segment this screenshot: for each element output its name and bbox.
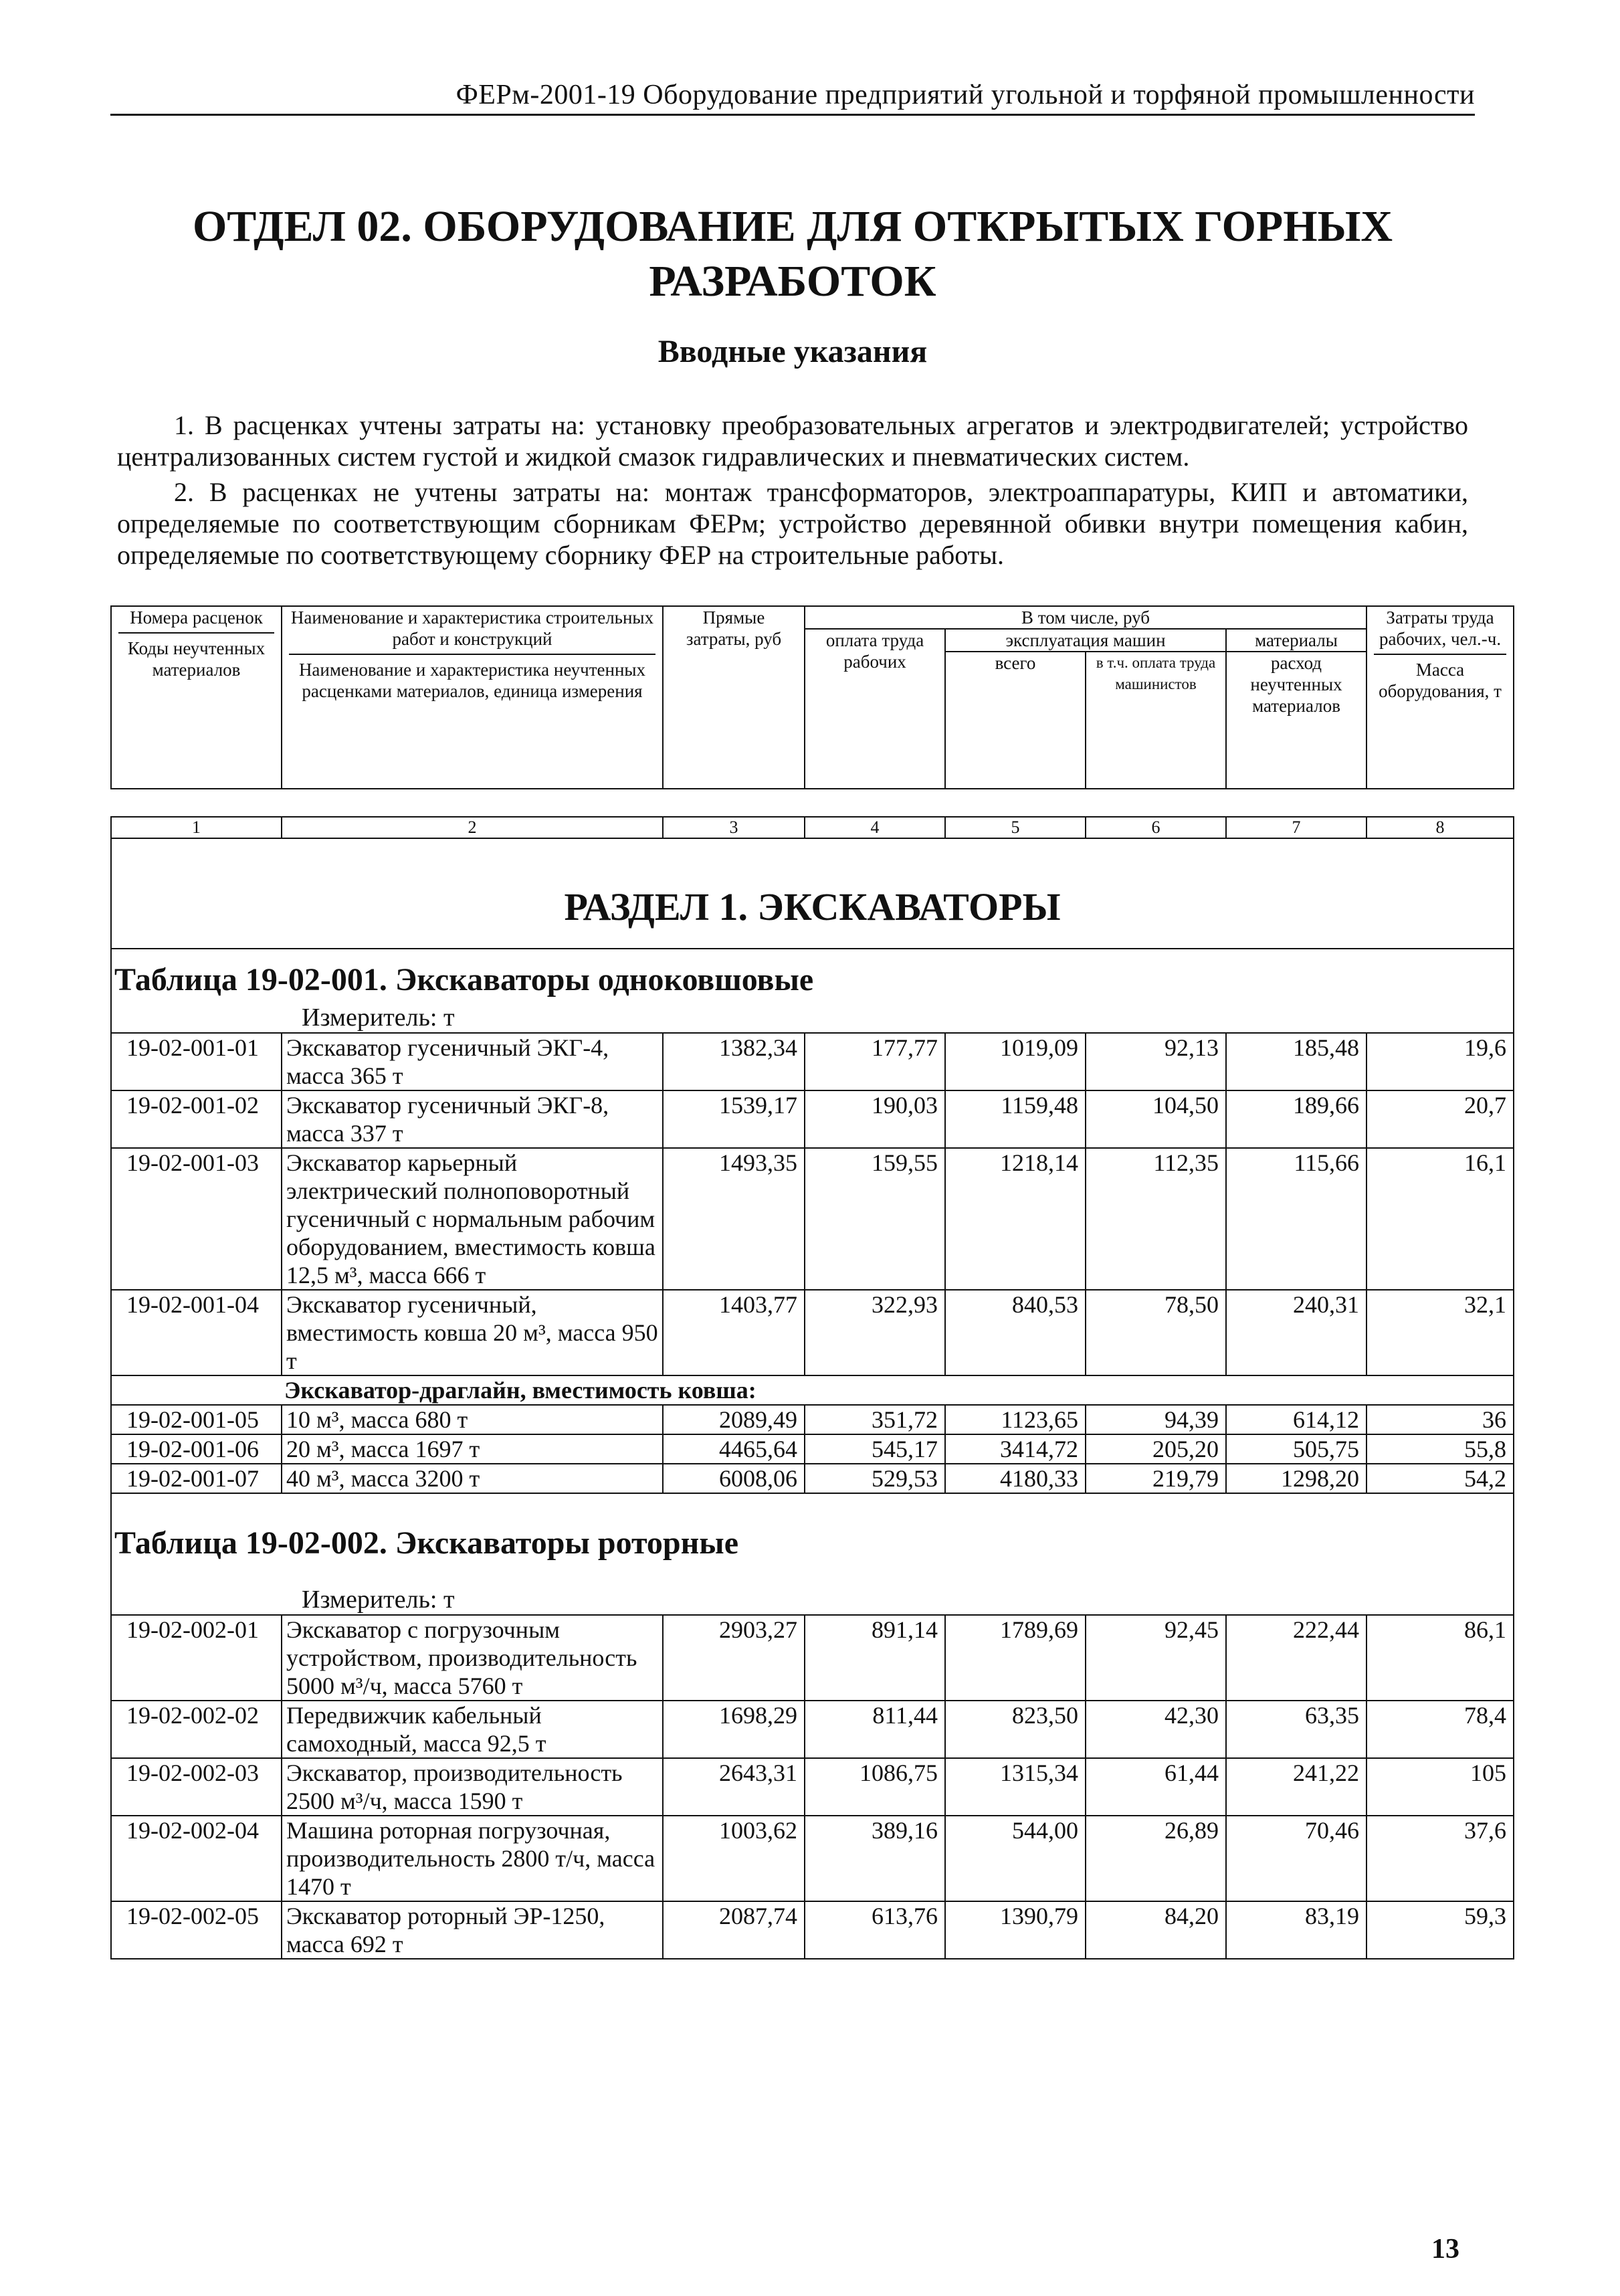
cell-name: Экскаватор, производительность 2500 м³/ч, масса 1590 т [282, 1758, 663, 1816]
cell-materials: 614,12 [1226, 1405, 1366, 1434]
cell-materials: 70,46 [1226, 1816, 1366, 1901]
cell-machinist: 84,20 [1086, 1901, 1226, 1959]
header-direct: Прямые затраты, руб [663, 606, 805, 789]
table-row [111, 1816, 1514, 1901]
cell-labor: 20,7 [1366, 1090, 1514, 1148]
cell-labor: 55,8 [1366, 1434, 1514, 1464]
cell-machines: 1218,14 [945, 1148, 1086, 1290]
col-number-4: 4 [805, 817, 945, 838]
rates-table [110, 605, 1514, 1959]
cell-direct: 6008,06 [663, 1464, 805, 1493]
cell-materials: 505,75 [1226, 1434, 1366, 1464]
table-row [111, 1090, 1514, 1148]
cell-name: Передвижчик кабельный самоходный, масса 92,5 т [282, 1701, 663, 1758]
header-materials-cost: расход неучтенных материалов [1226, 652, 1366, 789]
col-number-3: 3 [663, 817, 805, 838]
page-number: 13 [1431, 2234, 1459, 2265]
table1-caption-row [111, 949, 1514, 1003]
table2-unit-pad [111, 1585, 282, 1615]
cell-labor: 36 [1366, 1405, 1514, 1434]
cell-machinist: 78,50 [1086, 1290, 1226, 1375]
cell-direct: 2903,27 [663, 1615, 805, 1701]
col-number-6: 6 [1086, 817, 1226, 838]
cell-machinist: 104,50 [1086, 1090, 1226, 1148]
cell-machinist: 61,44 [1086, 1758, 1226, 1816]
table1-unit-pad [111, 1003, 282, 1033]
cell-materials: 115,66 [1226, 1148, 1366, 1290]
cell-labor: 54,2 [1366, 1464, 1514, 1493]
cell-machinist: 112,35 [1086, 1148, 1226, 1290]
col-number-5: 5 [945, 817, 1086, 838]
dragline-pad [111, 1375, 282, 1405]
header-materials: материалы [1226, 629, 1366, 652]
table1-unit-row [111, 1003, 1514, 1033]
cell-machines: 1159,48 [945, 1090, 1086, 1148]
cell-name: Экскаватор гусеничный ЭКГ-4, масса 365 т [282, 1033, 663, 1090]
section-title-line1: ОТДЕЛ 02. ОБОРУДОВАНИЕ ДЛЯ ОТКРЫТЫХ ГОРНЫХ [192, 202, 1393, 251]
cell-machines: 544,00 [945, 1816, 1086, 1901]
cell-code: 19-02-002-02 [111, 1701, 282, 1758]
cell-name: 10 м³, масса 680 т [282, 1405, 663, 1434]
cell-labor: 86,1 [1366, 1615, 1514, 1701]
cell-direct: 4465,64 [663, 1434, 805, 1464]
cell-name: 20 м³, масса 1697 т [282, 1434, 663, 1464]
table-row [111, 1901, 1514, 1959]
cell-wages: 529,53 [805, 1464, 945, 1493]
cell-direct: 1382,34 [663, 1033, 805, 1090]
cell-machinist: 205,20 [1086, 1434, 1226, 1464]
cell-machinist: 26,89 [1086, 1816, 1226, 1901]
cell-materials: 63,35 [1226, 1701, 1366, 1758]
header-row-1 [111, 606, 1514, 629]
cell-direct: 1698,29 [663, 1701, 805, 1758]
header-machines-total: всего [945, 652, 1086, 789]
cell-labor: 59,3 [1366, 1901, 1514, 1959]
cell-name: Экскаватор карьерный электрический полноповоротный гусеничный с нормальным рабочим оборудованием, вместимость ковша 12,5 м³, масса 666 т [282, 1148, 663, 1290]
table-row [111, 1615, 1514, 1701]
cell-wages: 811,44 [805, 1701, 945, 1758]
table-row [111, 1758, 1514, 1816]
table-row [111, 1405, 1514, 1434]
cell-machinist: 219,79 [1086, 1464, 1226, 1493]
cell-code: 19-02-001-07 [111, 1464, 282, 1493]
column-number-row [111, 817, 1514, 838]
table2-unit-row [111, 1585, 1514, 1615]
cell-direct: 2643,31 [663, 1758, 805, 1816]
cell-name: Экскаватор гусеничный ЭКГ-8, масса 337 т [282, 1090, 663, 1148]
note-2: 2. В расценках не учтены затраты на: монтаж трансформаторов, электроаппаратуры, КИП и автоматики, определяемые по соответствующим сборникам ФЕРм; устройство деревянной обивки внутри помещения кабин, определяемые по соответствующему сборнику ФЕР на строительные работы. [117, 477, 1468, 570]
table2-unit: Измеритель: т [282, 1585, 1514, 1615]
cell-wages: 891,14 [805, 1615, 945, 1701]
col-number-7: 7 [1226, 817, 1366, 838]
table1-caption: Таблица 19-02-001. Экскаваторы одноковшовые [111, 949, 1514, 1003]
cell-labor: 105 [1366, 1758, 1514, 1816]
table-row [111, 1290, 1514, 1375]
header-name [282, 606, 663, 789]
cell-materials: 185,48 [1226, 1033, 1366, 1090]
table-row [111, 1464, 1514, 1493]
cell-wages: 322,93 [805, 1290, 945, 1375]
cell-machinist: 92,13 [1086, 1033, 1226, 1090]
header-labor-bottom: Масса оборудования, т [1379, 660, 1502, 701]
cell-wages: 190,03 [805, 1090, 945, 1148]
cell-machines: 4180,33 [945, 1464, 1086, 1493]
header-machinist-wages: в т.ч. оплата труда машинистов [1086, 652, 1226, 789]
cell-machines: 1019,09 [945, 1033, 1086, 1090]
intro-heading: Вводные указания [657, 334, 928, 369]
cell-labor: 78,4 [1366, 1701, 1514, 1758]
col-number-1: 1 [111, 817, 282, 838]
cell-machinist: 92,45 [1086, 1615, 1226, 1701]
cell-materials: 189,66 [1226, 1090, 1366, 1148]
note-1: 1. В расценках учтены затраты на: установку преобразовательных агрегатов и электродвигателей; устройство централизованных систем густой и жидкой смазок гидравлических и пневматических систем. [117, 410, 1468, 472]
cell-code: 19-02-002-01 [111, 1615, 282, 1701]
cell-wages: 389,16 [805, 1816, 945, 1901]
col-number-8: 8 [1366, 817, 1514, 838]
table-row [111, 1148, 1514, 1290]
header-rule [110, 114, 1475, 116]
header-name-top: Наименование и характеристика строительных работ и конструкций [289, 607, 655, 655]
cell-code: 19-02-001-06 [111, 1434, 282, 1464]
header-wages: оплата труда рабочих [805, 629, 945, 789]
cell-code: 19-02-001-03 [111, 1148, 282, 1290]
cell-name: 40 м³, масса 3200 т [282, 1464, 663, 1493]
cell-wages: 351,72 [805, 1405, 945, 1434]
table-row [111, 1434, 1514, 1464]
cell-wages: 613,76 [805, 1901, 945, 1959]
cell-materials: 1298,20 [1226, 1464, 1366, 1493]
cell-code: 19-02-001-04 [111, 1290, 282, 1375]
cell-code: 19-02-001-01 [111, 1033, 282, 1090]
cell-code: 19-02-002-04 [111, 1816, 282, 1901]
running-header: ФЕРм-2001-19 Оборудование предприятий угольной и торфяной промышленности [455, 80, 1475, 110]
header-code-top: Номера расценок [118, 607, 274, 634]
table-row [111, 1701, 1514, 1758]
table2-body [111, 1615, 1514, 1959]
cell-name: Экскаватор с погрузочным устройством, производительность 5000 м³/ч, масса 5760 т [282, 1615, 663, 1701]
header-including: В том числе, руб [805, 606, 1366, 629]
col-number-2: 2 [282, 817, 663, 838]
cell-labor: 16,1 [1366, 1148, 1514, 1290]
header-code [111, 606, 282, 789]
dragline-group-row [111, 1375, 1514, 1405]
section-row [111, 838, 1514, 949]
cell-direct: 2089,49 [663, 1405, 805, 1434]
section-title-line2: РАЗРАБОТОК [649, 257, 936, 306]
cell-machines: 1390,79 [945, 1901, 1086, 1959]
cell-name: Экскаватор роторный ЭР-1250, масса 692 т [282, 1901, 663, 1959]
table1-group-body [111, 1405, 1514, 1493]
cell-name: Экскаватор гусеничный, вместимость ковша 20 м³, масса 950 т [282, 1290, 663, 1375]
cell-machines: 840,53 [945, 1290, 1086, 1375]
header-labor-top: Затраты труда рабочих, чел.-ч. [1374, 607, 1506, 655]
cell-wages: 159,55 [805, 1148, 945, 1290]
cell-machines: 1315,34 [945, 1758, 1086, 1816]
cell-machines: 3414,72 [945, 1434, 1086, 1464]
cell-machines: 1789,69 [945, 1615, 1086, 1701]
cell-labor: 37,6 [1366, 1816, 1514, 1901]
cell-wages: 545,17 [805, 1434, 945, 1464]
rates-table-wrapper [110, 605, 1513, 1959]
cell-direct: 1003,62 [663, 1816, 805, 1901]
table-row [111, 1033, 1514, 1090]
cell-code: 19-02-002-03 [111, 1758, 282, 1816]
cell-materials: 240,31 [1226, 1290, 1366, 1375]
header-gap [111, 789, 1514, 817]
cell-machinist: 42,30 [1086, 1701, 1226, 1758]
cell-wages: 1086,75 [805, 1758, 945, 1816]
cell-machines: 823,50 [945, 1701, 1086, 1758]
table2-caption-row [111, 1493, 1514, 1585]
cell-materials: 83,19 [1226, 1901, 1366, 1959]
cell-name: Машина роторная погрузочная, производительность 2800 т/ч, масса 1470 т [282, 1816, 663, 1901]
cell-direct: 2087,74 [663, 1901, 805, 1959]
header-name-bottom: Наименование и характеристика неучтенных расценками материалов, единица измерения [298, 660, 646, 701]
cell-direct: 1493,35 [663, 1148, 805, 1290]
cell-code: 19-02-001-05 [111, 1405, 282, 1434]
cell-code: 19-02-001-02 [111, 1090, 282, 1148]
cell-direct: 1403,77 [663, 1290, 805, 1375]
cell-direct: 1539,17 [663, 1090, 805, 1148]
cell-wages: 177,77 [805, 1033, 945, 1090]
table1-body [111, 1033, 1514, 1375]
cell-labor: 32,1 [1366, 1290, 1514, 1375]
header-labor [1366, 606, 1514, 789]
table1-unit: Измеритель: т [282, 1003, 1514, 1033]
header-code-bottom: Коды неучтенных материалов [127, 638, 266, 680]
section-heading: РАЗДЕЛ 1. ЭКСКАВАТОРЫ [111, 838, 1514, 949]
cell-materials: 222,44 [1226, 1615, 1366, 1701]
cell-code: 19-02-002-05 [111, 1901, 282, 1959]
cell-machinist: 94,39 [1086, 1405, 1226, 1434]
cell-labor: 19,6 [1366, 1033, 1514, 1090]
cell-machines: 1123,65 [945, 1405, 1086, 1434]
cell-materials: 241,22 [1226, 1758, 1366, 1816]
table2-caption: Таблица 19-02-002. Экскаваторы роторные [111, 1493, 1514, 1585]
header-machines: эксплуатация машин [945, 629, 1226, 652]
intro-notes [117, 409, 1468, 575]
section-title [110, 199, 1475, 309]
dragline-group-heading: Экскаватор-драглайн, вместимость ковша: [282, 1375, 1514, 1405]
